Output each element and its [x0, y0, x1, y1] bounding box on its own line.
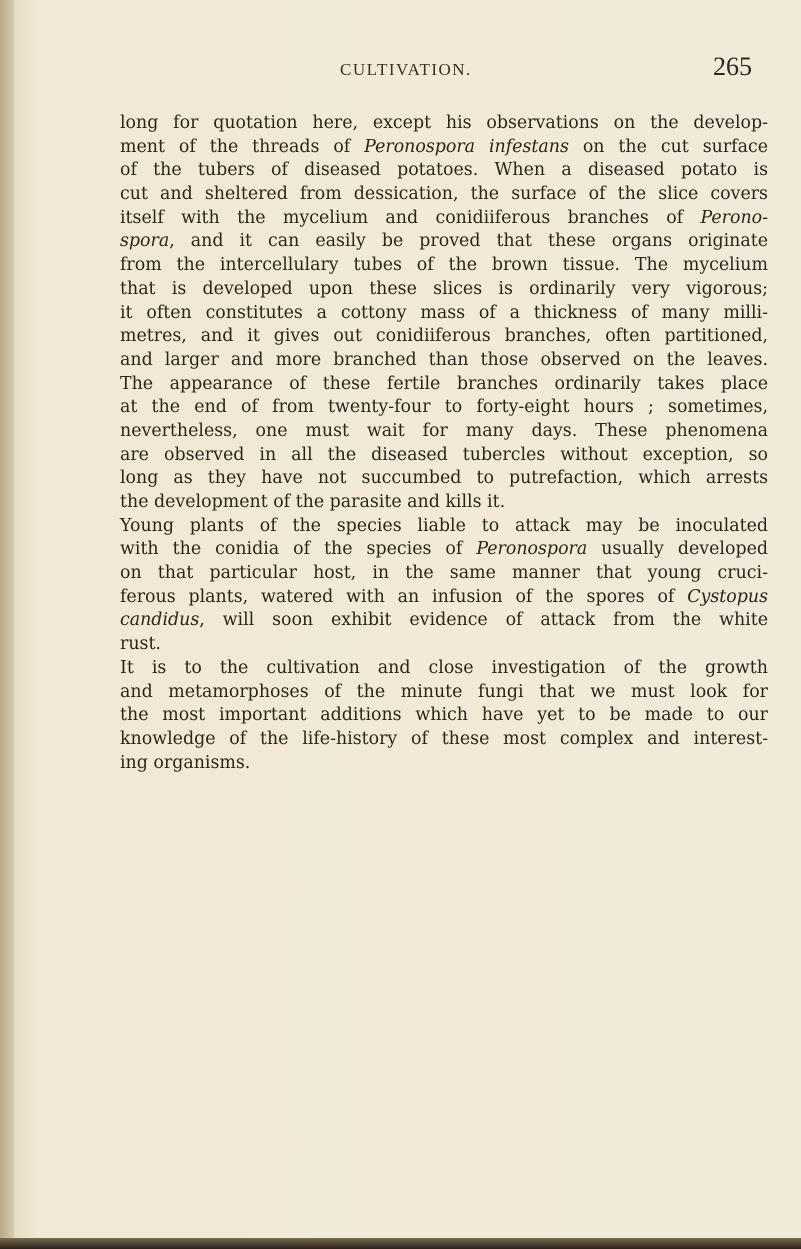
text-run: metres, and it gives out conidiiferous branches, often partitioned, — [120, 326, 768, 347]
text-line — [120, 349, 768, 373]
text-line — [120, 254, 768, 278]
text-line — [120, 538, 768, 562]
text-run: , will soon exhibit evidence of attack from the white — [199, 610, 768, 631]
text-line — [120, 752, 768, 776]
text-line — [120, 562, 768, 586]
text-line — [120, 373, 768, 397]
text-run: the development of the parasite and kills it. — [120, 492, 506, 512]
text-run: Peronospora — [476, 539, 588, 560]
text-line — [120, 444, 768, 468]
text-run: ferous plants, watered with an infusion of the spores of — [120, 586, 688, 607]
text-line — [120, 609, 768, 633]
text-run: it often constitutes a cottony mass of a thickness of many milli- — [120, 302, 768, 323]
text-run: Peronospora infestans — [364, 136, 569, 157]
text-line — [120, 657, 768, 681]
text-run: long for quotation here, except his observations on the develop- — [120, 113, 768, 133]
text-line — [120, 704, 768, 728]
text-run: from the intercellulary tubes of the brown tissue. The mycelium — [120, 255, 768, 276]
text-run: itself with the mycelium and conidiiferous branches of — [120, 207, 701, 228]
text-run: the most important additions which have yet to be made to our — [120, 705, 768, 726]
text-run: spora — [120, 231, 170, 252]
text-run: at the end of from twenty-four to forty-eight hours ; sometimes, — [120, 397, 768, 418]
body-text — [120, 112, 768, 775]
text-run: knowledge of the life-history of these most complex and interest- — [120, 728, 768, 749]
text-run: that is developed upon these slices is ordinarily very vigorous; — [120, 278, 768, 299]
text-line — [120, 681, 768, 705]
text-run: on the cut surface — [568, 136, 768, 157]
text-run: and larger and more branched than those observed on the leaves. — [120, 349, 768, 370]
text-run: nevertheless, one must wait for many days. These phenomena — [120, 420, 768, 441]
text-line — [120, 491, 768, 515]
text-run: The appearance of these fertile branches ordinarily takes place — [120, 373, 768, 394]
text-line — [120, 633, 768, 657]
text-line — [120, 278, 768, 302]
text-line — [120, 230, 768, 254]
text-run: ment of the threads of — [120, 136, 365, 157]
text-run: candidus — [120, 610, 200, 631]
text-run: Perono- — [700, 207, 768, 228]
text-line — [120, 515, 768, 539]
text-line — [120, 183, 768, 207]
text-run: , and it can easily be proved that these organs originate — [169, 231, 768, 252]
text-line — [120, 207, 768, 231]
text-line — [120, 396, 768, 420]
text-run: and metamorphoses of the minute fungi that we must look for — [120, 681, 768, 702]
text-line — [120, 112, 768, 136]
text-run: of the tubers of diseased potatoes. When a diseased potato is — [120, 160, 768, 181]
text-line — [120, 467, 768, 491]
running-head: CULTIVATION. — [340, 60, 472, 79]
text-run: usually developed — [587, 539, 768, 560]
text-run: are observed in all the diseased tubercles without exception, so — [120, 444, 768, 465]
text-line — [120, 586, 768, 610]
text-line — [120, 420, 768, 444]
text-run: ing organisms. — [120, 752, 251, 773]
text-run: Young plants of the species liable to attack may be inoculated — [120, 515, 768, 536]
text-run: Cystopus — [687, 586, 768, 607]
page-gutter-shadow — [0, 0, 14, 1249]
page-number: 265 — [713, 52, 752, 81]
text-run: rust. — [120, 634, 161, 655]
text-line — [120, 136, 768, 160]
text-run: on that particular host, in the same manner that young cruci- — [120, 563, 768, 584]
text-line — [120, 728, 768, 752]
text-run: with the conidia of the species of — [120, 539, 477, 560]
text-line — [120, 159, 768, 183]
text-run: long as they have not succumbed to putrefaction, which arrests — [120, 468, 768, 489]
text-line — [120, 302, 768, 326]
page-bottom-edge — [0, 1238, 801, 1249]
text-line — [120, 325, 768, 349]
text-run: cut and sheltered from dessication, the surface of the slice covers — [120, 184, 768, 205]
text-run: It is to the cultivation and close investigation of the growth — [120, 657, 768, 678]
